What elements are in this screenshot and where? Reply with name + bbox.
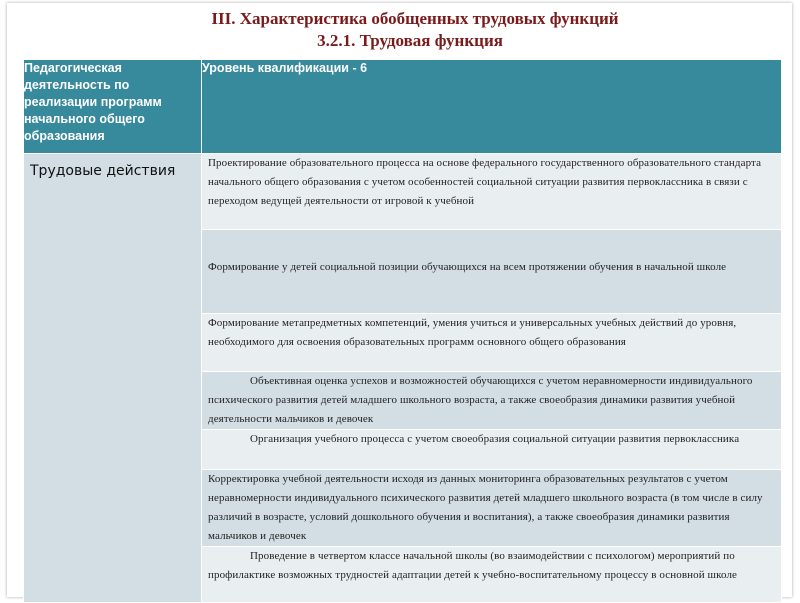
- table-row: [24, 154, 782, 230]
- table-row-cell: [202, 314, 782, 372]
- table-row-cell: [202, 372, 782, 430]
- side-label-labor-actions: Трудовые действия: [24, 154, 202, 603]
- row-text: Проектирование образовательного процесса на основе федерального государственного образовательного стандарта начального общего образования с учетом особенностей социальной ситуации развития первоклассника в связи с переходом ведущей деятельности от игровой к учебной: [208, 157, 762, 207]
- title-line-2: 3.2.1. Трудовая функция: [317, 31, 503, 50]
- table-header-row: [24, 60, 782, 154]
- row-text: Проведение в четвертом классе начальной школы (во взаимодействии с психологом) мероприятий по профилактике возможных трудностей адаптации детей к учебно-воспитательному процессу в основной школе: [208, 550, 738, 581]
- page-title: [0, 8, 800, 52]
- row-text: Организация учебного процесса с учетом своеобразия социальной ситуации развития первоклассника: [250, 433, 740, 445]
- title-line-1: III. Характеристика обобщенных трудовых функций: [211, 9, 619, 28]
- row-text: Формирование у детей социальной позиции обучающихся на всем протяжении обучения в начальной школе: [208, 261, 727, 273]
- table-row-cell: [202, 230, 782, 314]
- row-text: Формирование метапредметных компетенций, умения учиться и универсальных учебных действий до уровня, необходимого для освоения образовательных программ основного общего образования: [208, 317, 737, 348]
- table-row-cell: [202, 430, 782, 470]
- table-row-cell: [202, 154, 782, 230]
- header-qualification-level: Уровень квалификации - 6: [202, 60, 782, 154]
- table-row-cell: [202, 470, 782, 547]
- table-row-cell: [202, 547, 782, 603]
- labor-function-table: [23, 59, 782, 603]
- row-text: Объективная оценка успехов и возможностей обучающихся с учетом неравномерности индивидуального психического развития детей младшего школьного возраста, а также своеобразия динамики развития учебной деятельности мальчиков и девочек: [208, 375, 753, 425]
- header-function-name: Педагогическая деятельность по реализации программ начального общего образования: [24, 60, 202, 154]
- row-text: Корректировка учебной деятельности исходя из данных мониторинга образовательных результатов с учетом неравномерности индивидуального психического развития детей младшего школьного возраста (в том числе в силу различий в возрасте, условий дошкольного обучения и воспитания), а также своеобразия динамики развития мальчиков и девочек: [208, 473, 763, 542]
